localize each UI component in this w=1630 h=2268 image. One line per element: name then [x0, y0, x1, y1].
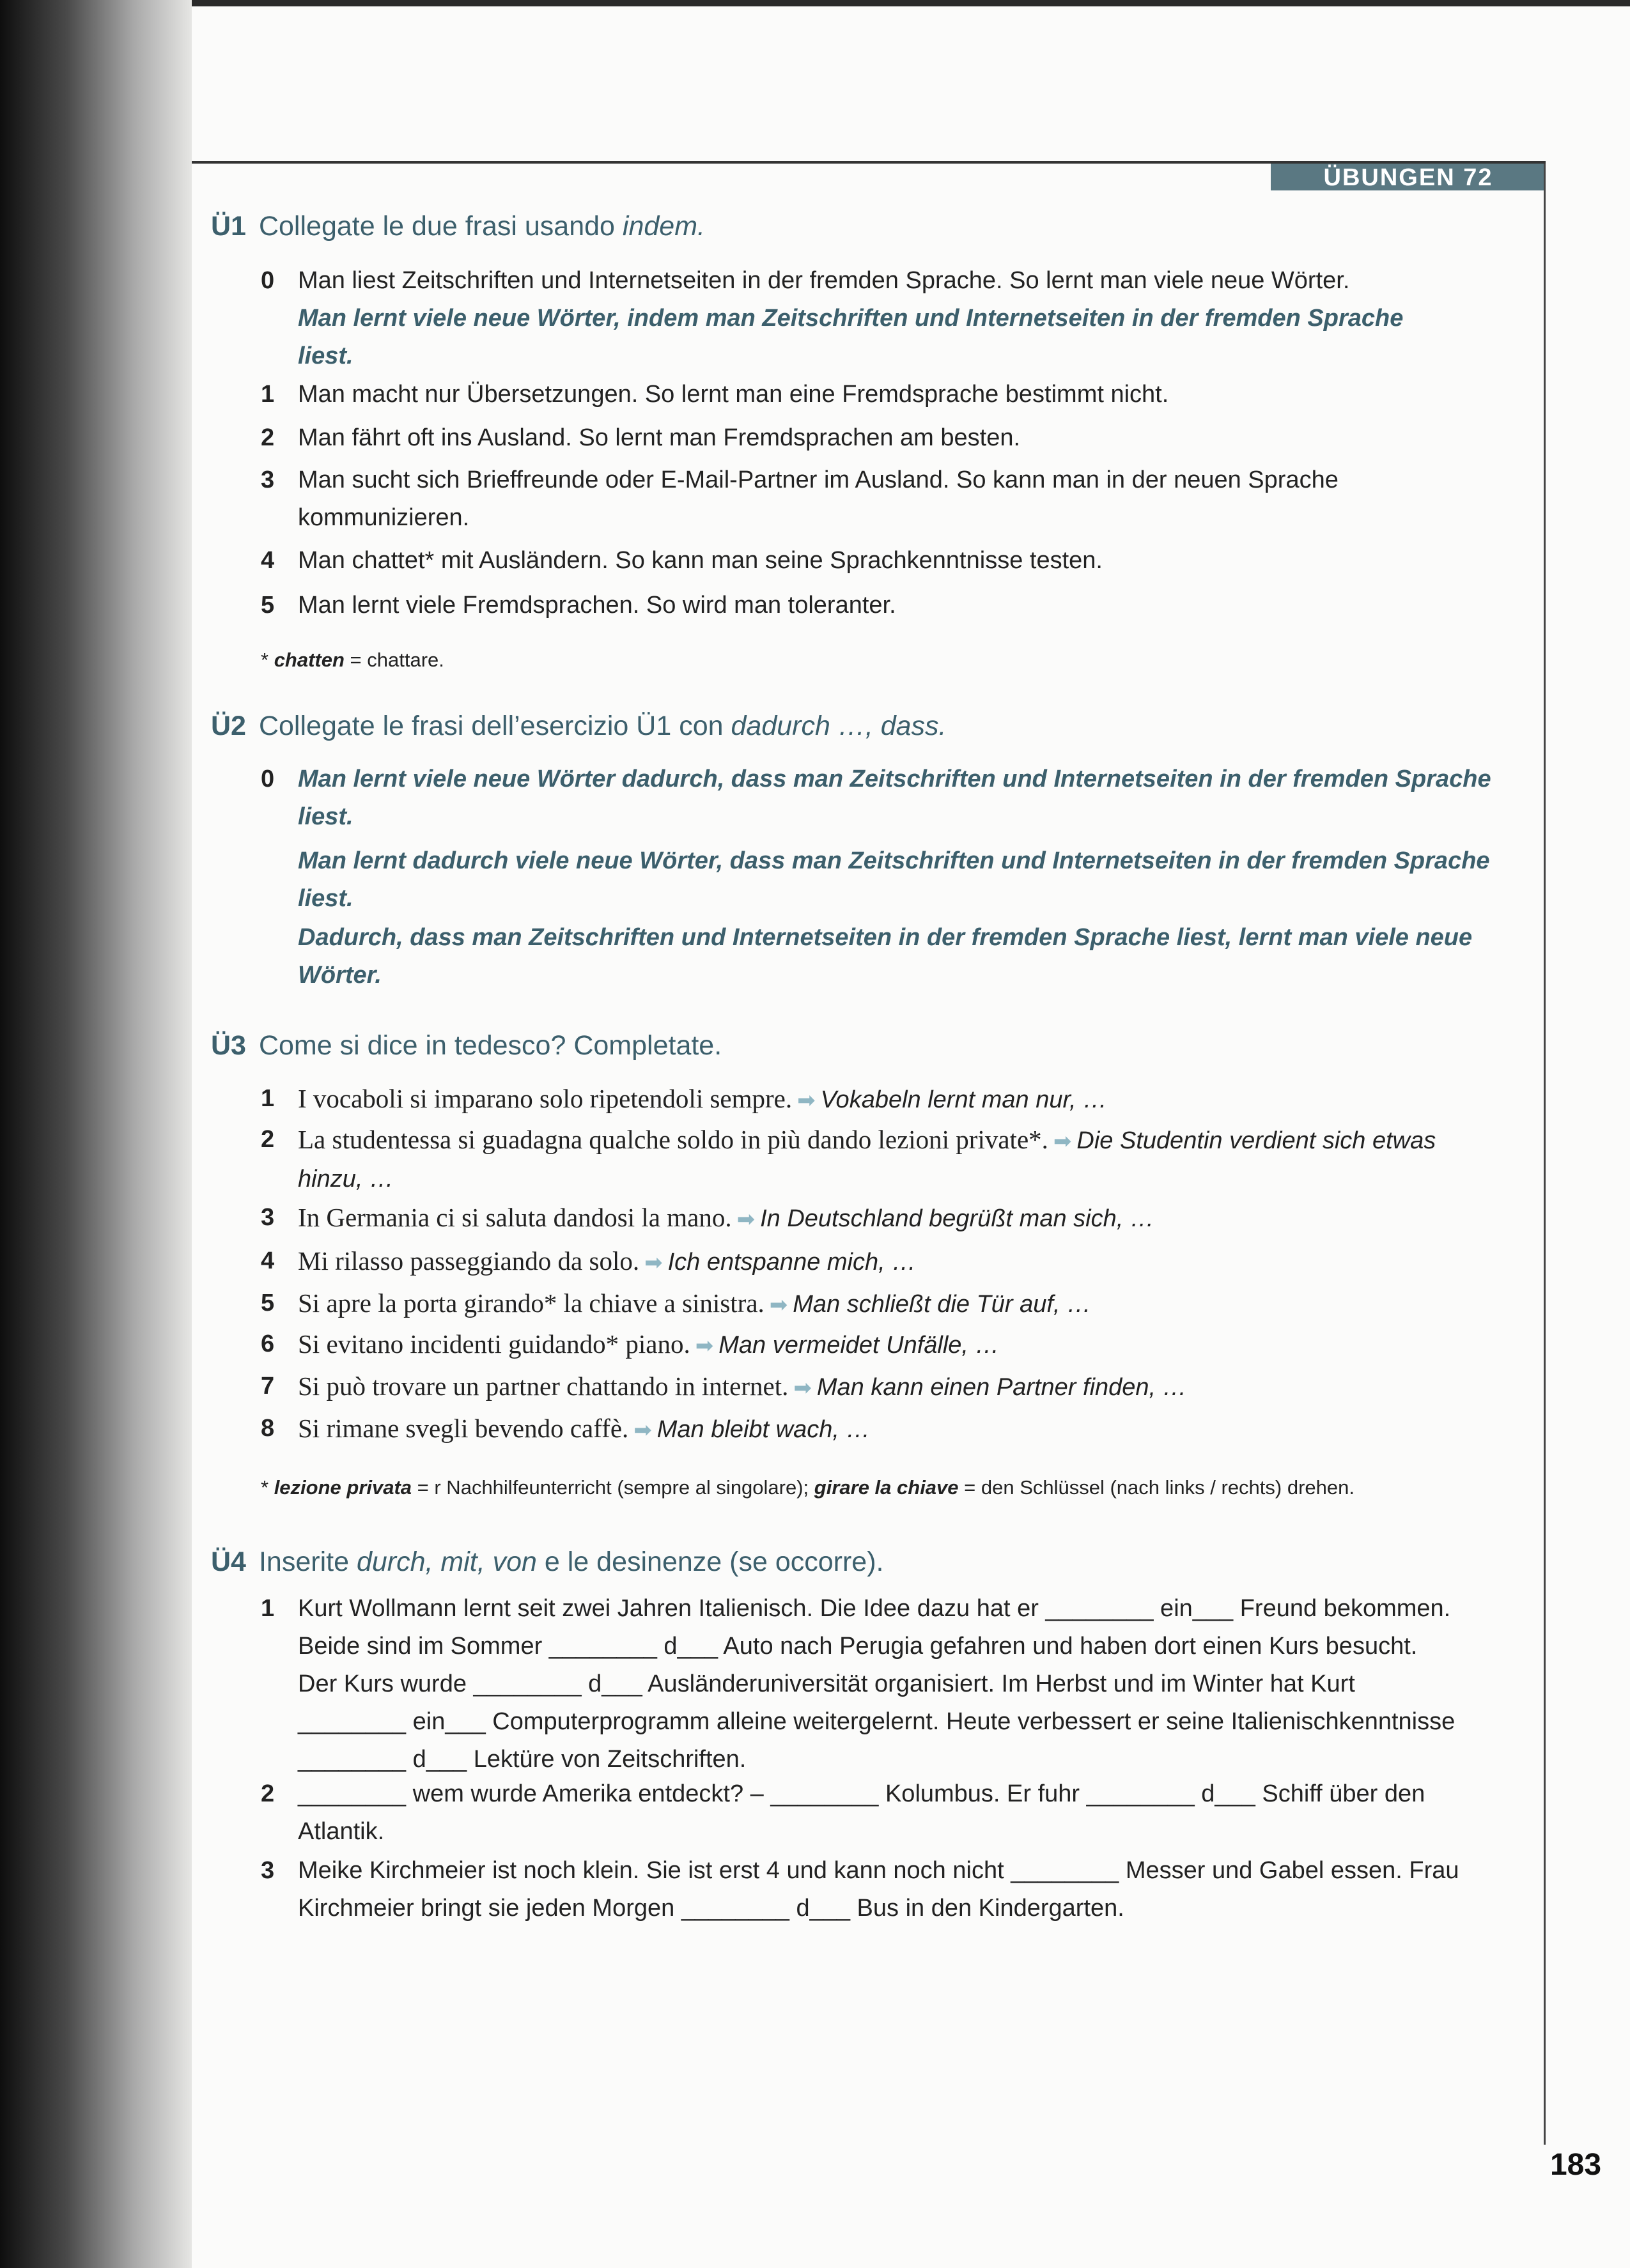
- item-solution: Man lernt viele neue Wörter dadurch, dass man Zeitschriften und Internetseiten in der fremden Sprache liest.: [298, 766, 1491, 830]
- arrow-right-icon: ➡: [633, 1418, 652, 1442]
- title-keyword: dadurch …, dass.: [731, 711, 947, 741]
- german-start: Vokabeln lernt man nur, …: [820, 1086, 1108, 1113]
- arrow-right-icon: ➡: [797, 1088, 816, 1113]
- item-number: 4: [261, 547, 275, 574]
- exercise-number: Ü2: [211, 711, 246, 741]
- exercise-u4-title: [211, 1547, 883, 1578]
- arrow-right-icon: ➡: [1053, 1129, 1072, 1153]
- item-text: Man liest Zeitschriften und Internetseiten in der fremden Sprache. So lernt man viele neue Wörter.: [298, 267, 1350, 294]
- title-keyword: indem.: [622, 211, 705, 242]
- exercise-number: Ü1: [211, 211, 246, 242]
- item-number: 1: [261, 1085, 275, 1112]
- cloze-line: ________ wem wurde Amerika entdeckt? – ________ Kolumbus. Er fuhr ________ d___ Schiff über den: [298, 1780, 1425, 1807]
- exercise-item: [261, 1590, 1526, 1778]
- arrow-right-icon: ➡: [769, 1293, 788, 1317]
- german-start: Ich entspanne mich, …: [667, 1249, 917, 1276]
- footnote: * lezione privata = r Nachhilfeunterricht (sempre al singolare); girare la chiave = den Schlüssel (nach links / rechts) drehen.: [261, 1476, 1354, 1499]
- exercise-item: [261, 461, 1443, 537]
- item-number: 4: [261, 1247, 275, 1274]
- footnote-term: chatten: [274, 649, 345, 671]
- german-start: Man vermeidet Unfälle, …: [718, 1332, 1000, 1359]
- arrow-right-icon: ➡: [793, 1376, 812, 1400]
- exercise-item: [261, 1775, 1526, 1851]
- title-text: Collegate le frasi dell’esercizio Ü1 con: [258, 711, 731, 741]
- exercise-item: [261, 542, 1526, 580]
- footnote-text: = r Nachhilfeunterricht (sempre al singolare);: [412, 1476, 814, 1499]
- exercise-u1-title: [211, 211, 705, 242]
- cloze-line: Der Kurs wurde ________ d___ Ausländeruniversität organisiert. Im Herbst und im Winter hat Kurt: [298, 1670, 1355, 1697]
- exercise-item: [261, 1199, 1526, 1238]
- item-number: 3: [261, 1204, 275, 1231]
- italian-sentence: I vocaboli si imparano solo ripetendoli sempre.: [298, 1084, 793, 1113]
- italian-sentence: Si può trovare un partner chattando in internet.: [298, 1371, 789, 1401]
- exercise-item: [261, 1284, 1526, 1324]
- item-solution: Dadurch, dass man Zeitschriften und Internetseiten in der fremden Sprache liest, lernt man viele neue Wörter.: [298, 924, 1473, 989]
- arrow-right-icon: ➡: [695, 1334, 714, 1358]
- item-text: Man fährt oft ins Ausland. So lernt man Fremdsprachen am besten.: [298, 424, 1021, 451]
- italian-sentence: Si rimane svegli bevendo caffè.: [298, 1414, 629, 1443]
- cloze-line: Kirchmeier bringt sie jeden Morgen ________ d___ Bus in den Kindergarten.: [298, 1895, 1124, 1922]
- title-text: e le desinenze (se occorre).: [536, 1547, 884, 1577]
- title-keyword: durch, mit, von: [356, 1547, 537, 1577]
- exercise-number: Ü4: [211, 1547, 246, 1577]
- exercise-item: [261, 1242, 1526, 1282]
- exercise-number: Ü3: [211, 1030, 246, 1061]
- exercise-item: [261, 1080, 1526, 1120]
- exercise-item: [261, 1368, 1526, 1407]
- german-start: Die Studentin verdient sich etwas hinzu, …: [298, 1127, 1436, 1192]
- cloze-line: ________ ein___ Computerprogramm alleine weitergelernt. Heute verbessert er seine Italienischkenntnisse: [298, 1708, 1455, 1735]
- item-solution: Man lernt dadurch viele neue Wörter, dass man Zeitschriften und Internetseiten in der fremden Sprache liest.: [298, 847, 1490, 912]
- item-number: 3: [261, 1857, 275, 1884]
- german-start: Man kann einen Partner finden, …: [816, 1374, 1187, 1401]
- item-number: 5: [261, 592, 275, 619]
- item-number: 8: [261, 1415, 275, 1442]
- page-number: 183: [1549, 2148, 1602, 2182]
- margin-rule: [1544, 164, 1546, 2145]
- item-number: 6: [261, 1331, 275, 1357]
- footnote-text: = den Schlüssel (nach links / rechts) drehen.: [958, 1476, 1354, 1499]
- exercise-item: [261, 1410, 1526, 1449]
- item-number: 0: [261, 267, 275, 294]
- exercise-item: [261, 842, 1507, 918]
- item-number: 2: [261, 424, 275, 451]
- item-text: Man chattet* mit Ausländern. So kann man seine Sprachkenntnisse testen.: [298, 547, 1103, 574]
- exercise-item: [261, 262, 1526, 375]
- footnote-term: girare la chiave: [814, 1476, 959, 1499]
- item-number: 0: [261, 766, 275, 792]
- cloze-line: Kurt Wollmann lernt seit zwei Jahren Italienisch. Die Idee dazu hat er ________ ein___ Freund bekommen.: [298, 1595, 1451, 1622]
- cloze-line: Meike Kirchmeier ist noch klein. Sie ist erst 4 und kann noch nicht ________ Messer und Gabel essen. Frau: [298, 1857, 1459, 1884]
- exercise-item: [261, 760, 1507, 836]
- exercise-item: [261, 587, 1526, 624]
- german-start: Man bleibt wach, …: [656, 1416, 871, 1443]
- item-number: 7: [261, 1373, 275, 1400]
- item-number: 2: [261, 1780, 275, 1807]
- footnote-term: lezione privata: [274, 1476, 412, 1499]
- page-top-edge: [0, 0, 1630, 6]
- exercise-item: [261, 919, 1507, 994]
- item-number: 5: [261, 1290, 275, 1316]
- german-start: In Deutschland begrüßt man sich, …: [760, 1205, 1154, 1232]
- arrow-right-icon: ➡: [644, 1251, 663, 1275]
- italian-sentence: In Germania ci si saluta dandosi la mano.: [298, 1203, 732, 1232]
- italian-sentence: Si apre la porta girando* la chiave a sinistra.: [298, 1288, 765, 1318]
- footnote: * chatten = chattare.: [261, 649, 444, 671]
- title-text: Collegate le due frasi usando: [258, 211, 623, 242]
- item-text: Man lernt viele Fremdsprachen. So wird man toleranter.: [298, 592, 896, 619]
- item-text: Man macht nur Übersetzungen. So lernt man eine Fremdsprache bestimmt nicht.: [298, 381, 1169, 408]
- cloze-line: Beide sind im Sommer ________ d___ Auto nach Perugia gefahren und haben dort einen Kurs besucht.: [298, 1633, 1418, 1660]
- item-number: 1: [261, 1595, 275, 1622]
- item-number: 1: [261, 381, 275, 408]
- italian-sentence: Si evitano incidenti guidando* piano.: [298, 1329, 690, 1359]
- exercise-u2-title: [211, 711, 947, 742]
- item-number: 2: [261, 1126, 275, 1153]
- italian-sentence: La studentessa si guadagna qualche soldo in più dando lezioni private*.: [298, 1125, 1048, 1154]
- german-start: Man schließt die Tür auf, …: [793, 1291, 1092, 1318]
- exercise-item: [261, 1852, 1526, 1927]
- exercise-item: [261, 419, 1526, 457]
- arrow-right-icon: ➡: [736, 1207, 756, 1231]
- italian-sentence: Mi rilasso passeggiando da solo.: [298, 1246, 640, 1276]
- exercise-item: [261, 1121, 1494, 1198]
- exercise-item: [261, 376, 1526, 413]
- item-solution: Man lernt viele neue Wörter, indem man Zeitschriften und Internetseiten in der fremden Sprache liest.: [298, 305, 1404, 369]
- unit-tab: ÜBUNGEN 72: [1271, 164, 1546, 190]
- book-spine-shadow: [0, 0, 192, 2268]
- exercise-item: [261, 1325, 1526, 1365]
- title-text: Inserite: [258, 1547, 357, 1577]
- footnote-text: = chattare.: [344, 649, 444, 671]
- exercise-u3-title: [211, 1030, 722, 1061]
- title-text: Come si dice in tedesco? Completate.: [258, 1030, 722, 1061]
- cloze-line: Atlantik.: [298, 1818, 385, 1845]
- cloze-line: ________ d___ Lektüre von Zeitschriften.: [298, 1746, 747, 1773]
- item-number: 3: [261, 467, 275, 493]
- item-text: Man sucht sich Brieffreunde oder E-Mail-Partner im Ausland. So kann man in der neuen Sprache kommunizieren.: [298, 467, 1339, 531]
